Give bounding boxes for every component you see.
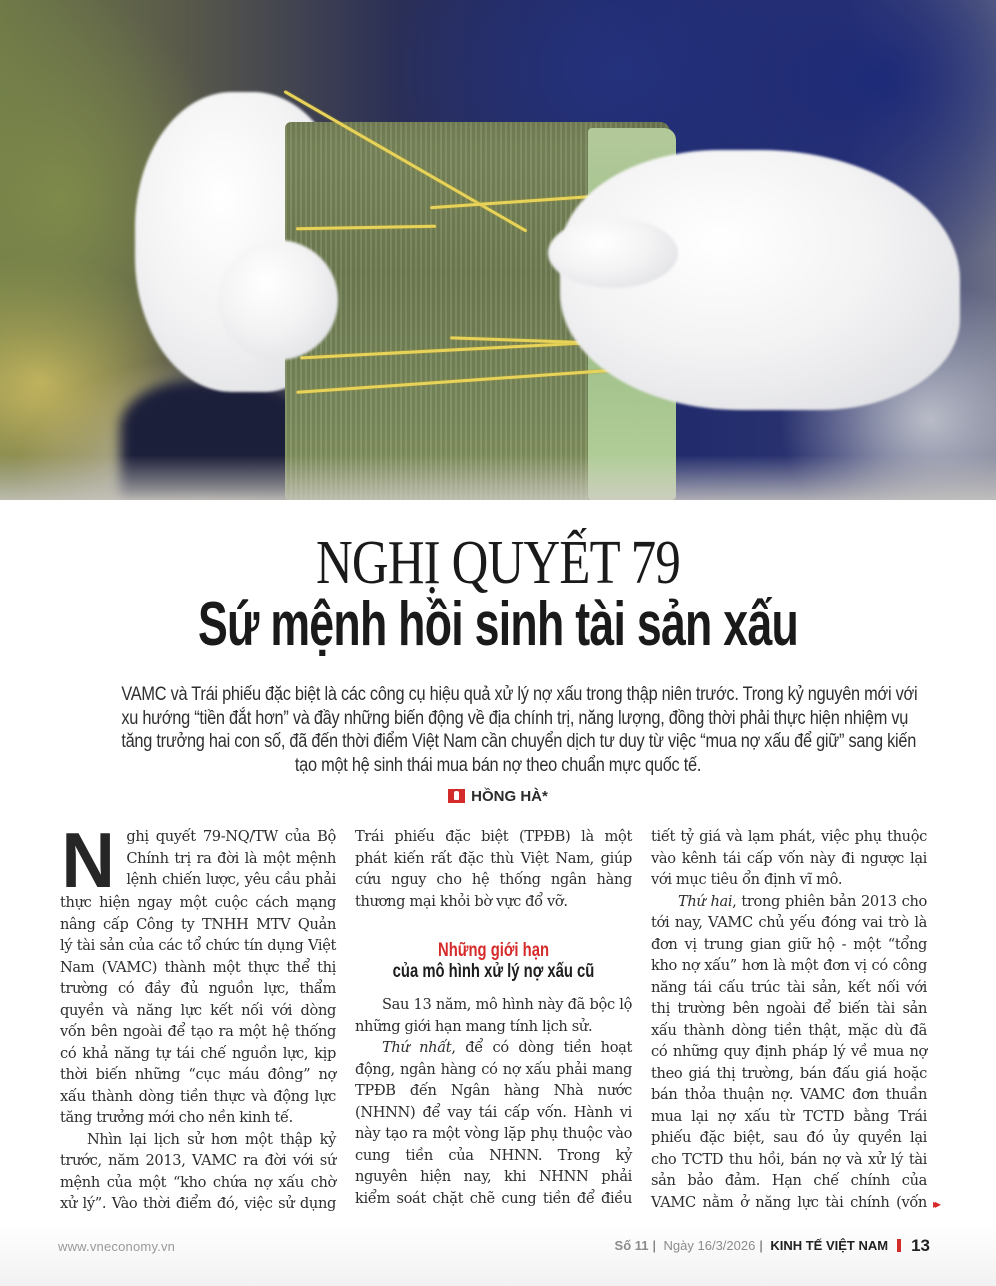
emphasis: Thứ nhất: [382, 1039, 452, 1056]
hero-photo: [0, 0, 996, 500]
subheading-red: Những giới hạn: [437, 940, 550, 961]
text-line: Trái phiếu đặc biệt (TPĐB) là một: [355, 828, 632, 845]
pen-icon: [448, 789, 465, 803]
text-line: mua lại nợ xấu từ TCTD bằng Trái: [651, 1107, 927, 1125]
paragraph: [60, 1129, 336, 1215]
text-line: những giới hạn mang tính lịch sử.: [355, 1017, 593, 1035]
text-line: nguyên hiện nay, khi NHNN phải: [355, 1168, 632, 1185]
text-line: thời biến những “cục máu đông” nợ: [60, 1066, 336, 1083]
page-footer: [0, 1226, 996, 1286]
page-number: 13: [911, 1236, 930, 1255]
text-line: thị trường bên ngoài để biến tài sản: [651, 1000, 927, 1017]
text-line: cho TCTD thu hồi, bán nợ và xử lý tài: [651, 1150, 927, 1168]
paragraph: [651, 891, 927, 1214]
text-line: tăng trưởng mới cho nền kinh tế.: [60, 1109, 293, 1126]
text-line: xấu thành dòng tiền thật, mặc dù đã: [651, 1021, 927, 1039]
text-line: cung tiền của NHNN. Trong kỷ: [355, 1146, 632, 1164]
accent-bar: [897, 1239, 901, 1252]
text-line: trường có đầy đủ nguồn lực, thẩm: [60, 980, 336, 997]
separator: |: [652, 1238, 656, 1253]
article-headline: Sứ mệnh hồi sinh tài sản xấu: [197, 590, 799, 659]
paragraph: [355, 994, 632, 1037]
text-line: có khả năng tự tái chế nguồn lực, kịp: [60, 1044, 336, 1062]
body-column-2: [355, 826, 632, 1209]
text-line: trước, năm 2013, VAMC ra đời với sứ: [60, 1152, 336, 1169]
text-line: tiết tỷ giá và lạm phát, việc phụ thuộc: [651, 828, 927, 845]
text-line: xử lý”. Vào thời điểm đó, việc sử dụng: [60, 1195, 336, 1212]
article-lead: [60, 683, 936, 777]
website-url[interactable]: www.vneconomy.vn: [58, 1239, 176, 1254]
text-line: vào kênh tái cấp vốn này đi ngược lại: [651, 849, 927, 867]
text-line: (NHNN) để vay tái cấp vốn. Hành vi: [355, 1103, 632, 1121]
text-line: thực hiện ngay một cuộc cách mạng: [60, 894, 336, 911]
text-line: động, ngân hàng có nợ xấu phải mang: [355, 1060, 632, 1078]
text-line: tới nay, VAMC chủ yếu đóng vai trò là: [651, 914, 927, 931]
text-line: phiếu đặc biệt, sau đó ủy quyền lại: [651, 1129, 927, 1146]
text-line: này tạo ra một vòng lặp phụ thuộc vào: [355, 1125, 632, 1142]
text-line: mệnh của một “kho chứa nợ xấu chờ: [60, 1173, 336, 1191]
text-line: quyền và năng lực kết nối với dòng: [60, 1001, 336, 1019]
photo-right-finger: [548, 218, 678, 288]
text-line: lý tài sản của các tổ chức tín dụng Việt: [60, 937, 336, 954]
magazine-name: KINH TẾ VIỆT NAM: [770, 1238, 889, 1253]
photo-table: [0, 455, 996, 500]
text-line: ghị quyết 79-NQ/TW của Bộ: [126, 828, 336, 845]
continue-arrow-icon: ▸▸: [933, 1197, 938, 1211]
footer-meta: [615, 1236, 930, 1256]
text-line: đơn vị trung gian giữ hộ - một “tổng: [651, 935, 927, 953]
text-line: cứu nguy cho hệ thống ngân hàng: [355, 871, 632, 888]
text-line: Chính trị ra đời là một mệnh: [126, 849, 336, 867]
text-line: với mục tiêu ổn định vĩ mô.: [651, 871, 843, 888]
text-line: phát kiến rất đặc thù Việt Nam, giúp: [355, 849, 632, 867]
text-line: xấu thành dòng tiền thực và động lực: [60, 1087, 336, 1105]
text-line: TPĐB đến Ngân hàng Nhà nước: [355, 1082, 632, 1099]
text-line: bán thỏa thuận nợ. VAMC đơn thuần: [651, 1086, 927, 1103]
text-line: năng tái cấu trúc tài sản, kết nối với: [651, 978, 927, 996]
lead-line: tạo một hệ sinh thái mua bán nợ theo chuẩn mực quốc tế.: [294, 754, 702, 776]
text-run: , trong phiên bản 2013 cho: [732, 892, 927, 910]
drop-cap: N: [61, 816, 115, 904]
lead-line: VAMC và Trái phiếu đặc biệt là các công cụ hiệu quả xử lý nợ xấu trong thập niên trước. Trong kỷ nguyên mới với: [121, 684, 918, 705]
lead-line: xu hướng “tiền đắt hơn” và đầy những biến động về địa chính trị, năng lượng, đồng thời phải thực hiện nhiệm vụ: [121, 707, 909, 729]
text-line: thương mại khỏi bờ vực đổ vỡ.: [355, 892, 568, 910]
subheading-black: của mô hình xử lý nợ xấu cũ: [392, 961, 595, 982]
emphasis: Thứ hai: [678, 892, 733, 910]
text-line: kiểm soát chặt chẽ cung tiền để điều: [355, 1189, 632, 1207]
text-line: kho nợ xấu” hơn là một đơn vị có công: [651, 957, 927, 974]
text-run: , để có dòng tiền hoạt: [451, 1039, 632, 1056]
issue-date: Ngày 16/3/2026: [663, 1238, 756, 1253]
author-name: HỒNG HÀ*: [471, 788, 548, 805]
text-line: Sau 13 năm, mô hình này đã bộc lộ: [382, 996, 632, 1013]
paragraph: [355, 1037, 632, 1209]
separator: |: [759, 1238, 763, 1253]
text-line: [355, 1037, 632, 1059]
text-line: sản bảo đảm. Hạn chế chính của: [651, 1172, 927, 1189]
body-column-1: [60, 816, 336, 1215]
author-byline: [0, 788, 996, 805]
text-line: VAMC nằm ở năng lực tài chính (vốn: [651, 1193, 927, 1211]
text-line: [651, 891, 927, 913]
paragraph: [60, 892, 336, 1129]
text-line: Nhìn lại lịch sử hơn một thập kỷ: [87, 1130, 336, 1148]
text-line: lệnh chiến lược, yêu cầu phải: [126, 871, 336, 888]
body-column-3: [651, 826, 927, 1213]
text-line: nâng cấp Công ty TNHH MTV Quản: [60, 915, 336, 933]
text-line: có những quy định pháp lý về mua nợ: [651, 1043, 927, 1060]
article-kicker: NGHỊ QUYẾT 79: [315, 529, 681, 597]
text-line: vốn bên ngoài để tạo ra một hệ thống: [60, 1023, 336, 1040]
paragraph: [651, 826, 927, 891]
lead-line: tăng trưởng hai con số, đã đến thời điểm Việt Nam cần chuyển dịch tư duy từ việc “mua nợ xấu để giữ” sang kiến: [121, 731, 917, 752]
text-line: theo giá thị trường, bán đấu giá hoặc: [651, 1064, 927, 1082]
section-subheading: [355, 940, 632, 982]
photo-left-thumb: [218, 240, 338, 360]
issue-number: Số 11: [614, 1238, 649, 1253]
paragraph: [355, 826, 632, 912]
text-line: Nam (VAMC) thành một thực thể thị: [60, 958, 336, 976]
